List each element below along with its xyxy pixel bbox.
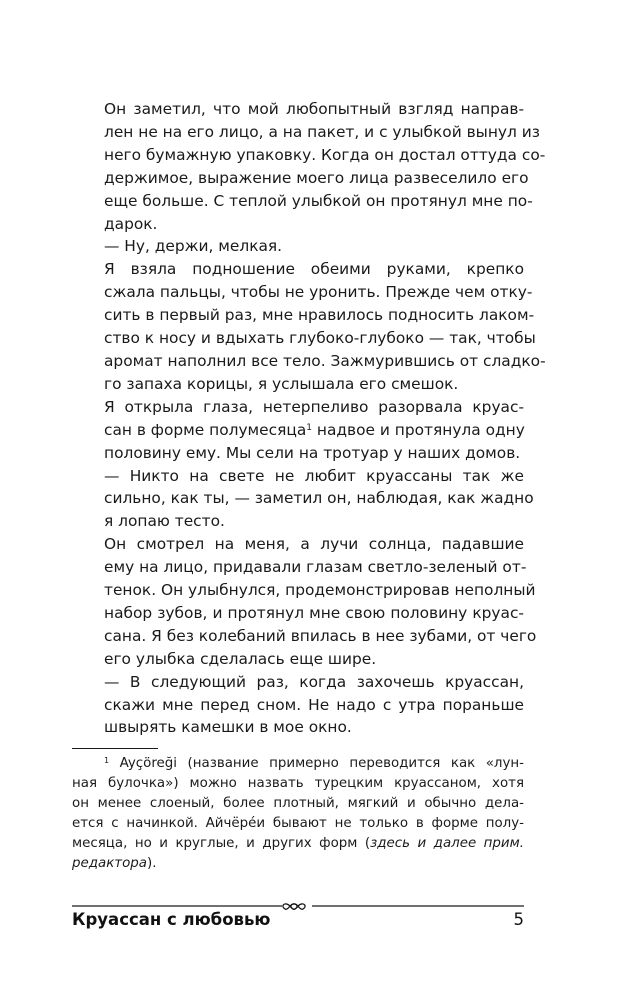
footnote-italic-text: здесь и далее прим. [370,836,524,851]
footnote-line [72,854,524,874]
text-line: аромат наполнил все тело. Зажмурившись от сладко- [104,351,546,370]
text-line: — Никто на свете не любит круассаны так же [104,466,524,485]
footnote-text: месяца, но и круглые, и других форм ( [72,836,371,851]
footnote-line: он менее слоеный, более плотный, мягкий и обычно дела- [72,796,524,811]
footnote-reference[interactable]: 1 [306,422,312,433]
paragraph-2 [72,235,524,258]
text-line: ство к носу и вдыхать глубоко-глубоко — так, чтобы [104,329,536,348]
paragraph-4 [72,396,524,465]
text-line: Он заметил, что мой любопытный взгляд направ- [104,100,524,118]
footnote-line: ная булочка») можно назвать турецким круассаном, хотя [72,776,524,791]
text-line: тенок. Он улыбнулся, продемонстрировав неполный [104,581,536,600]
text-line: го запаха корицы, я услышала его смешок. [104,374,459,393]
page-number: 5 [513,910,524,929]
text-line: ему на лицо, придавали глазам светло-зеленый от- [104,558,527,577]
text-line: еще больше. С теплой улыбкой он протянул мне по- [104,191,533,210]
text-line: его улыбка сделалась еще шире. [104,649,377,668]
heart-ornament-icon [283,904,305,909]
text-line: сить в первый раз, мне нравилось подносить лаком- [104,306,535,325]
paragraph-5 [72,465,534,534]
text-line: скажи мне перед сном. Не надо с утра пораньше [104,695,524,714]
text-line: него бумажную упаковку. Когда он достал оттуда со- [104,145,546,164]
text-line: Я открыла глаза, нетерпеливо разорвала круас- [104,397,524,416]
text-line: сана. Я без колебаний впилась в нее зубами, от чего [104,626,537,645]
text-line: — В следующий раз, когда захочешь круассан, [104,672,524,691]
text-line: Я взяла подношение обеими руками, крепко [104,260,524,279]
paragraph-7 [72,671,524,740]
footnote-separator [72,748,158,749]
paragraph-3 [72,258,546,395]
text-fragment: надвое и протянула одну [316,420,525,439]
text-line: я лопаю тесто. [104,512,225,531]
body-text [72,98,546,739]
text-line: половину ему. Мы сели на тротуар у наших домов. [104,443,521,462]
text-line: сильно, как ты, — заметил он, наблюдая, как жадно [104,489,534,508]
text-line: дарок. [104,214,158,233]
paragraph-1 [72,98,546,235]
text-line-with-footnote [72,419,524,442]
footnote-text: ). [147,856,157,871]
footnote-marker: 1 [104,756,110,765]
text-line: сжала пальцы, чтобы не уронить. Прежде чем отку- [104,283,533,302]
footnote-italic-text: редактора [72,856,147,871]
text-line: — Ну, держи, мелкая. [104,237,283,256]
footnote-line: ется с начинкой. Айчёрéи бывают не только в форме полу- [72,816,524,831]
footnote-line [72,834,524,854]
running-footer-title: Круассан с любовью [72,910,271,929]
text-line: набор зубов, и протянул мне свою половину круас- [104,603,524,622]
text-line: Он смотрел на меня, а лучи солнца, падавшие [104,535,524,554]
text-line: швырять камешки в мое окно. [104,718,352,737]
paragraph-6 [72,533,537,670]
text-fragment: сан в форме полумесяца [104,420,307,439]
text-line: лен не на его лицо, а на пакет, и с улыбкой вынул из [104,122,540,141]
footnote [72,754,524,874]
text-line: держимое, выражение моего лица развеселило его [104,168,529,187]
footnote-line [72,754,524,774]
footnote-text: Ayçöreği (название примерно переводится как «лун- [119,756,524,771]
